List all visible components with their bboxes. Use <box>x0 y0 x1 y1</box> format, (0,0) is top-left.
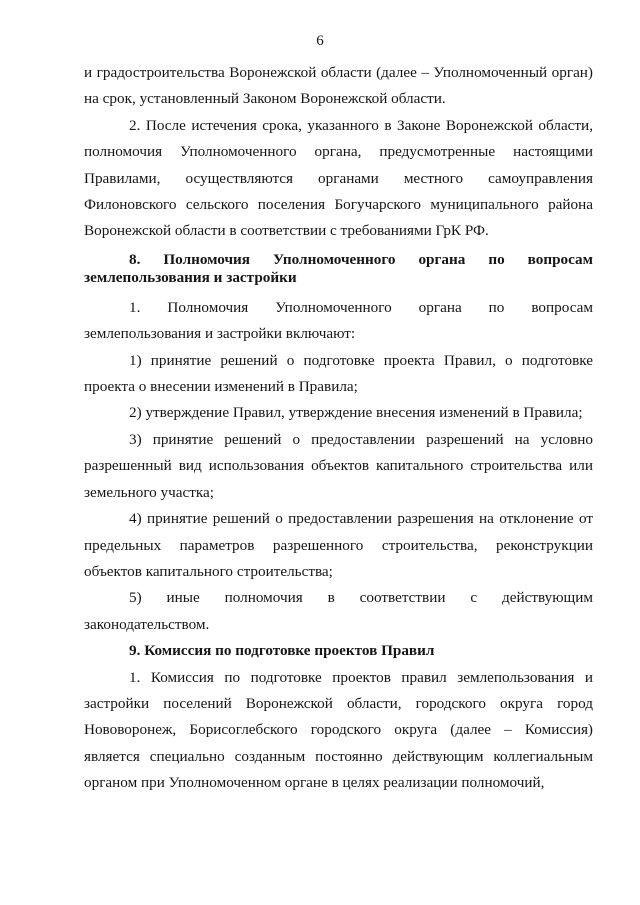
list-item-2: 2) утверждение Правил, утверждение внесения изменений в Правила; <box>129 404 583 422</box>
list-item-1: 1) принятие решений о подготовке проекта Правил, о подготовке проекта о внесении изменений в Правила; <box>84 351 593 396</box>
document-body <box>84 60 593 797</box>
list-item-5: 5) иные полномочия в соответствии с действующим законодательством. <box>84 589 593 633</box>
section-heading-9: 9. Комиссия по подготовке проектов Правил <box>129 642 435 660</box>
list-item-3: 3) принятие решений о предоставлении разрешений на условно разрешенный вид использования объектов капитального строительства или земельного участка; <box>84 430 593 501</box>
section-heading-8: 8. Полномочия Уполномоченного органа по вопросам землепользования и застройки <box>84 250 593 286</box>
paragraph-9-1: 1. Комиссия по подготовке проектов правил землепользования и застройки поселений Воронежской области, городского округа город Нововоронеж, Борисоглебского городского округа (далее – Комиссия) является специально созданным постоянно действующим коллегиальным органом при Уполномоченном органе в целях реализации полномочий, <box>84 668 593 792</box>
page-number: 6 <box>316 33 324 49</box>
list-item-4: 4) принятие решений о предоставлении разрешения на отклонение от предельных параметров разрешенного строительства, реконструкции объектов капитального строительства; <box>84 510 593 580</box>
paragraph-continuation: и градостроительства Воронежской области (далее – Уполномоченный орган) на срок, установленный Законом Воронежской области. <box>84 64 593 108</box>
paragraph-8-1: 1. Полномочия Уполномоченного органа по вопросам землепользования и застройки включают: <box>84 298 593 343</box>
paragraph-2: 2. После истечения срока, указанного в Законе Воронежской области, полномочия Уполномоченного органа, предусмотренные настоящими Правилами, осуществляются органами местного самоуправления Филоновского сельского поселения Богучарского муниципального района Воронежской области в соответствии с требованиями ГрК РФ. <box>84 116 593 240</box>
